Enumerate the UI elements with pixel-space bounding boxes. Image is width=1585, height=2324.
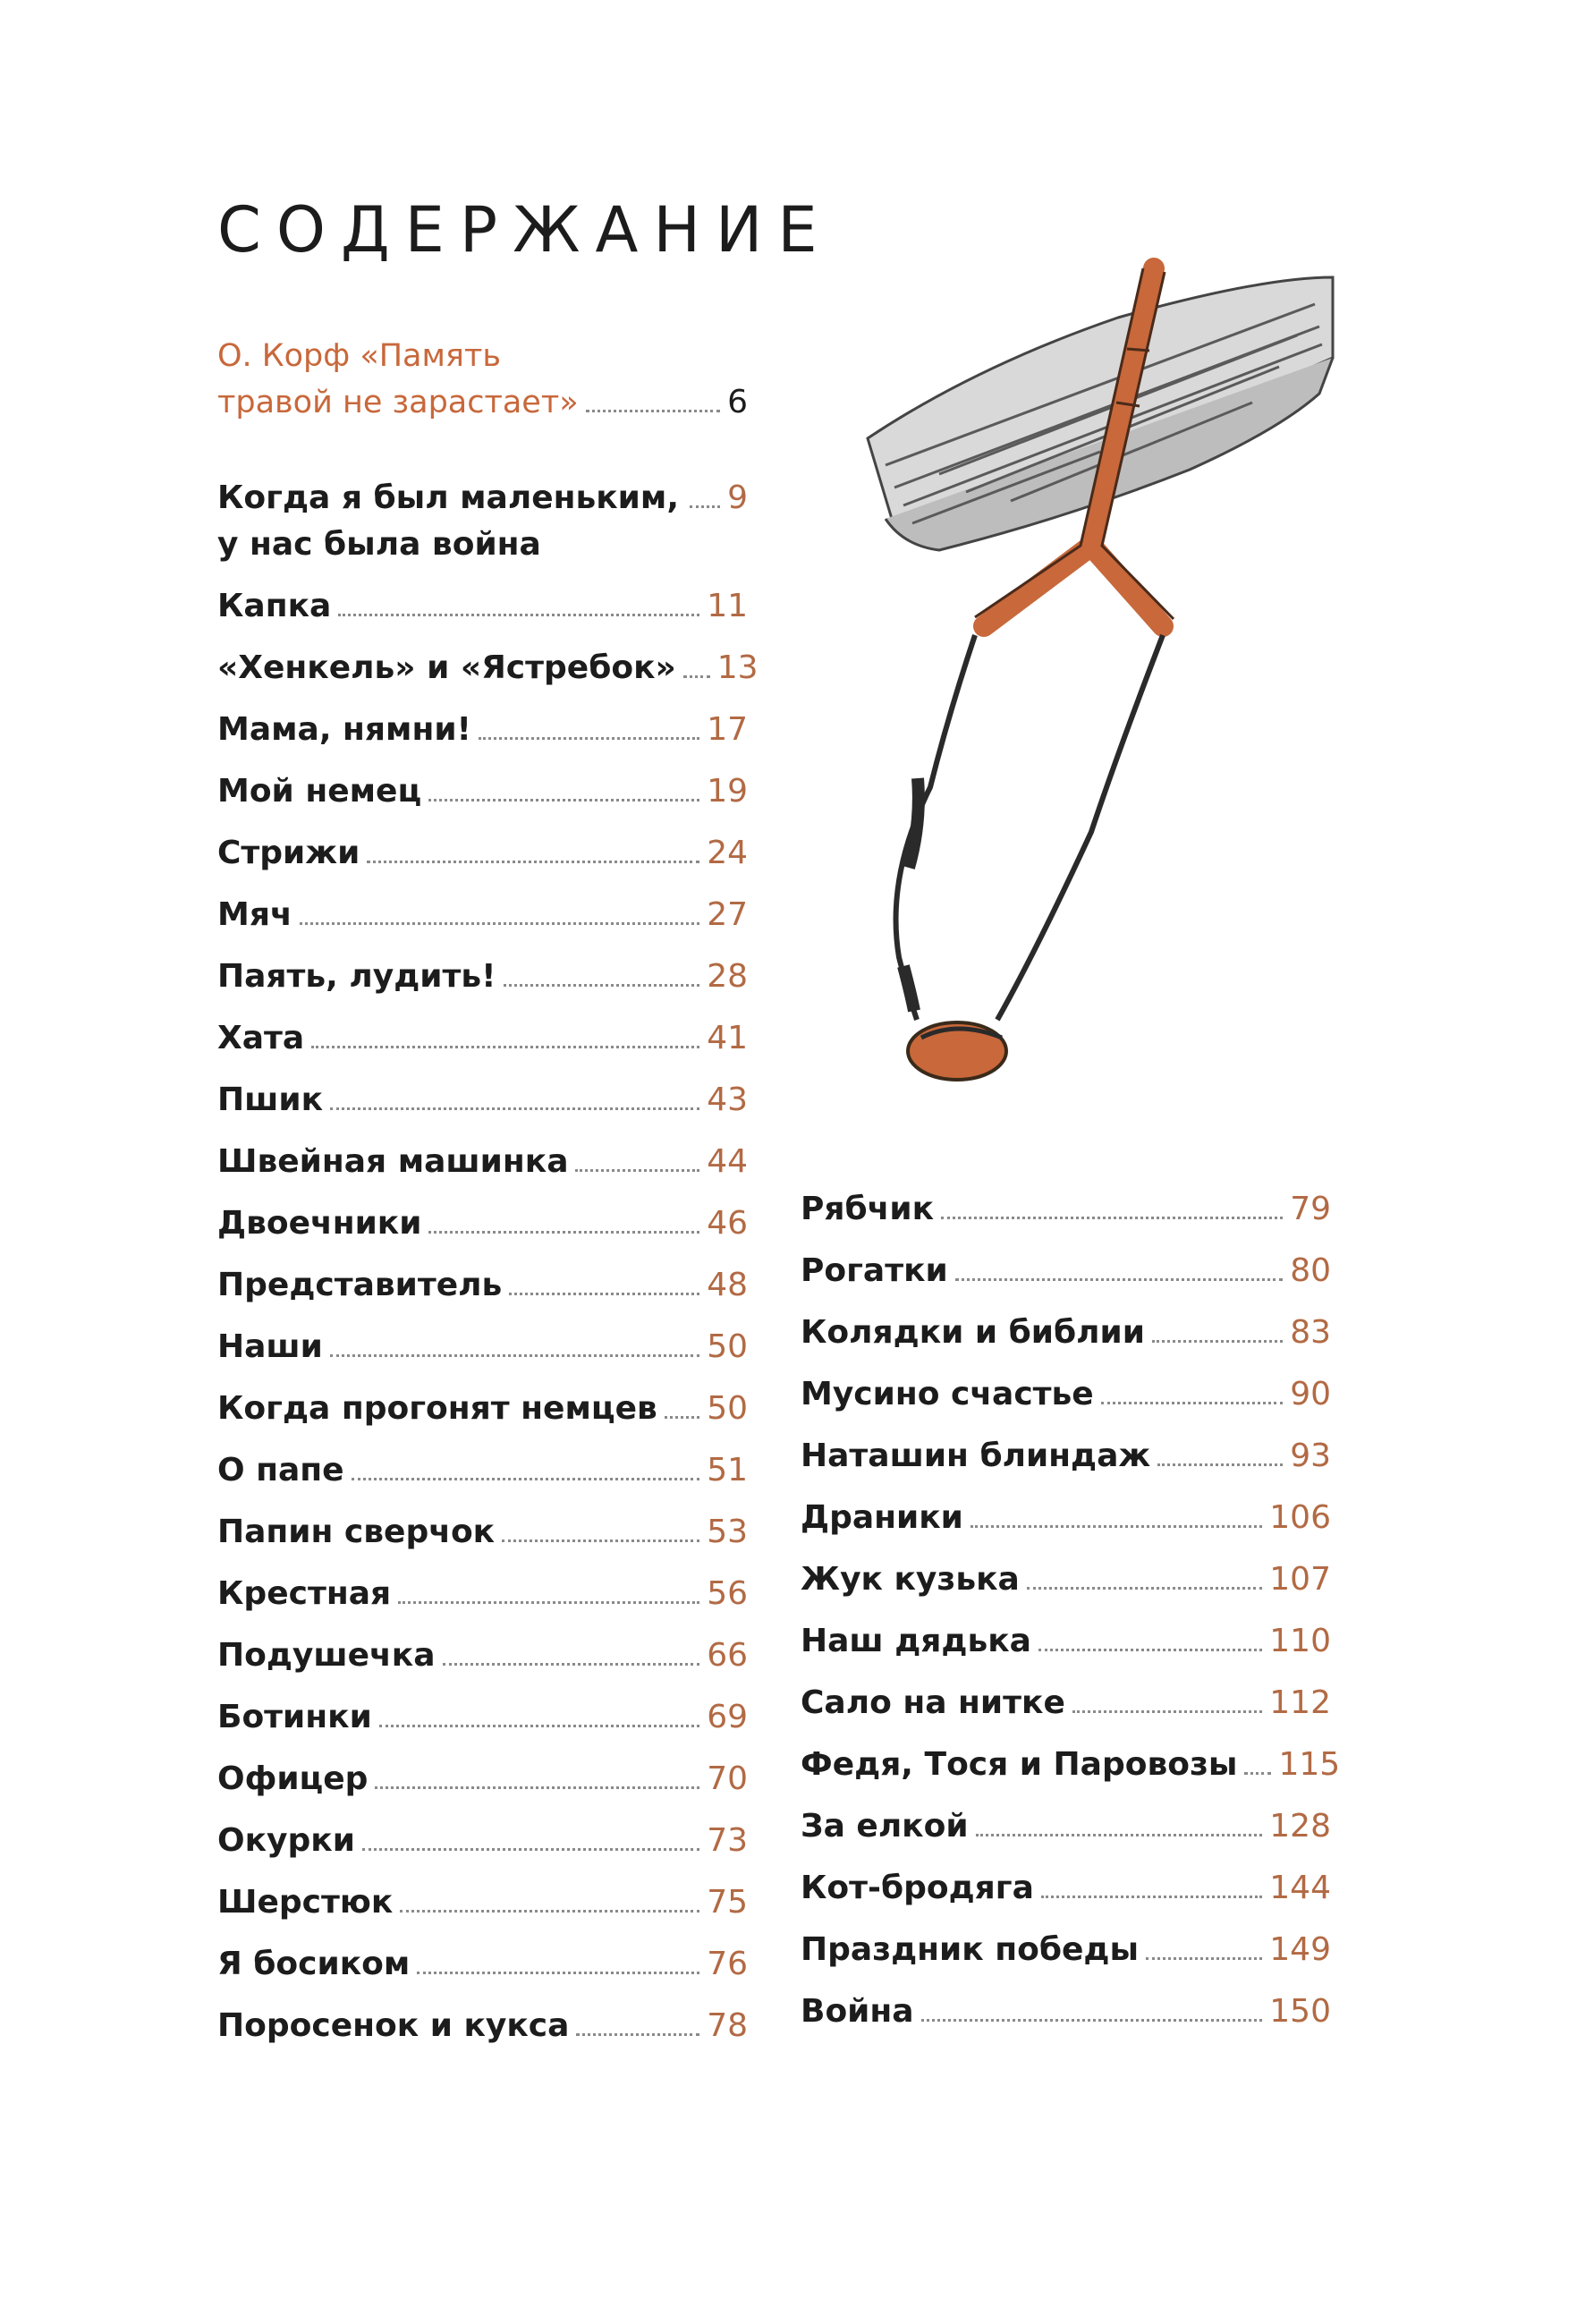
toc-entry-page: 70 xyxy=(707,1760,748,1797)
toc-entry-page: 27 xyxy=(707,896,748,933)
toc-entry[interactable] xyxy=(217,1571,748,1633)
toc-entry-page: 90 xyxy=(1290,1376,1331,1412)
toc-entry-page: 51 xyxy=(707,1452,748,1489)
toc-entry-page: 9 xyxy=(727,479,748,516)
toc-entry-title: Хата xyxy=(217,1020,305,1056)
toc-entry-page: 115 xyxy=(1278,1746,1341,1783)
leader-dots xyxy=(443,1663,700,1666)
toc-entry[interactable] xyxy=(801,1556,1331,1618)
toc-entry-title: О папе xyxy=(217,1452,344,1489)
leader-dots xyxy=(575,1169,699,1172)
leader-dots xyxy=(400,1910,699,1913)
leader-dots xyxy=(976,1834,1263,1836)
toc-entry[interactable] xyxy=(217,1756,748,1818)
leader-dots xyxy=(338,614,699,616)
toc-entry[interactable] xyxy=(217,1879,748,1941)
toc-entry[interactable] xyxy=(217,2003,748,2065)
intro-last-line xyxy=(217,379,748,426)
toc-entry-page: 107 xyxy=(1269,1561,1331,1598)
toc-entry-title: Папин сверчок xyxy=(217,1514,496,1550)
toc-entry[interactable] xyxy=(217,830,748,892)
toc-entry-title: Ботинки xyxy=(217,1699,372,1735)
toc-entry-page: 149 xyxy=(1269,1931,1331,1968)
toc-entry-page: 79 xyxy=(1290,1191,1331,1227)
toc-entry[interactable] xyxy=(217,954,748,1015)
toc-entry-title: Мяч xyxy=(217,896,292,933)
toc-entry-title: Швейная машинка xyxy=(217,1143,569,1180)
toc-entry-title: Поросенок и кукса xyxy=(217,2007,570,2044)
toc-entry-title: Окурки xyxy=(217,1822,355,1859)
leader-dots xyxy=(1101,1402,1283,1404)
leader-dots xyxy=(1038,1649,1262,1651)
toc-entry[interactable] xyxy=(801,1803,1331,1865)
toc-entry[interactable] xyxy=(801,1248,1331,1310)
leader-dots xyxy=(1146,1957,1262,1960)
toc-entry[interactable] xyxy=(801,1742,1341,1803)
toc-entry[interactable] xyxy=(217,1633,748,1694)
toc-entry-title: Мусино счастье xyxy=(801,1376,1094,1412)
leader-dots xyxy=(509,1293,699,1295)
toc-entry-page: 17 xyxy=(707,711,748,748)
leader-dots xyxy=(311,1046,699,1048)
toc-entry-title: Капка xyxy=(217,588,332,624)
toc-entry-page: 56 xyxy=(707,1575,748,1612)
toc-entry-title: Крестная xyxy=(217,1575,392,1612)
toc-entry-title: Рябчик xyxy=(801,1191,935,1227)
toc-right-column xyxy=(801,1186,1341,2050)
toc-entry[interactable] xyxy=(217,1694,748,1756)
toc-entry-page: 93 xyxy=(1290,1438,1331,1474)
leader-dots xyxy=(502,1539,699,1542)
leader-dots xyxy=(428,1231,699,1234)
toc-entry-page: 46 xyxy=(707,1205,748,1242)
leader-dots xyxy=(417,1972,699,1974)
toc-entry-title: Наш дядька xyxy=(801,1623,1031,1659)
toc-entry[interactable] xyxy=(217,583,748,645)
toc-entry-page: 13 xyxy=(716,649,759,686)
toc-entry[interactable] xyxy=(217,1200,748,1262)
toc-entry-page: 69 xyxy=(707,1699,748,1735)
toc-entry-page: 44 xyxy=(707,1143,748,1180)
toc-entry[interactable] xyxy=(217,1818,748,1879)
toc-entry-title: Стрижи xyxy=(217,835,360,871)
toc-entry[interactable] xyxy=(217,768,748,830)
sling-pouch xyxy=(908,1022,1006,1080)
leader-dots xyxy=(330,1107,699,1110)
toc-entry-title: Сало на нитке xyxy=(801,1684,1065,1721)
toc-entry[interactable] xyxy=(217,1139,748,1200)
toc-entry-title: Война xyxy=(801,1993,914,2030)
toc-entry-page: 19 xyxy=(707,773,748,810)
toc-entry[interactable] xyxy=(217,707,748,768)
toc-entry[interactable] xyxy=(801,1495,1331,1556)
leader-dots xyxy=(375,1786,699,1789)
toc-entry[interactable] xyxy=(217,1386,748,1447)
toc-entry-title: Наши xyxy=(217,1328,323,1365)
leader-dots xyxy=(970,1525,1262,1528)
toc-entry-page: 50 xyxy=(707,1390,748,1427)
toc-entry-title: Паять, лудить! xyxy=(217,958,496,995)
leader-dots xyxy=(921,2019,1263,2022)
toc-entry-title: Офицер xyxy=(217,1760,369,1797)
toc-entry-page: 75 xyxy=(707,1884,748,1921)
leader-dots xyxy=(1072,1710,1262,1713)
toc-entry-title: Когда прогонят немцев xyxy=(217,1390,657,1427)
toc-entry-page: 76 xyxy=(707,1946,748,1982)
toc-entry-page: 110 xyxy=(1269,1623,1331,1659)
toc-entry[interactable] xyxy=(801,1989,1331,2050)
leader-dots xyxy=(352,1478,700,1480)
intro-entry[interactable] xyxy=(217,333,748,426)
intro-page-number: 6 xyxy=(727,384,748,420)
toc-entry-page: 28 xyxy=(707,958,748,995)
toc-entry[interactable] xyxy=(801,1927,1331,1989)
slingshot-drawing-icon xyxy=(832,250,1386,1172)
toc-entry-title: Жук кузька xyxy=(801,1561,1020,1598)
toc-entry[interactable] xyxy=(217,1941,748,2003)
toc-entry-title: Рогатки xyxy=(801,1252,948,1289)
toc-entry[interactable] xyxy=(801,1433,1331,1495)
toc-entry-title: Мама, нямни! xyxy=(217,711,471,748)
toc-entry-title: Я босиком xyxy=(217,1946,411,1982)
leader-dots xyxy=(479,737,699,740)
toc-entry-page: 112 xyxy=(1269,1684,1331,1721)
toc-entry-title-line-2: у нас была война xyxy=(217,526,541,563)
toc-entry-title: Кот-бродяга xyxy=(801,1870,1034,1906)
toc-entry[interactable] xyxy=(801,1310,1331,1371)
toc-entry[interactable] xyxy=(217,1447,748,1509)
toc-entry-title: Шерстюк xyxy=(217,1884,394,1921)
leader-dots xyxy=(1152,1340,1283,1343)
leader-dots xyxy=(665,1416,699,1419)
toc-entry-title: Пшик xyxy=(217,1081,324,1118)
toc-entry-page: 41 xyxy=(707,1020,748,1056)
toc-entry-title: Праздник победы xyxy=(801,1931,1140,1968)
toc-entry-title xyxy=(217,475,682,568)
leader-dots xyxy=(576,2033,699,2036)
toc-entry-page: 43 xyxy=(707,1081,748,1118)
toc-entry-title: Двоечники xyxy=(217,1205,422,1242)
toc-entry-page: 128 xyxy=(1269,1808,1331,1845)
toc-entry[interactable] xyxy=(217,475,748,583)
leader-dots xyxy=(586,410,720,412)
toc-entry-title: Драники xyxy=(801,1499,963,1536)
toc-entry[interactable] xyxy=(801,1680,1331,1742)
toc-entry[interactable] xyxy=(217,1262,748,1324)
intro-title-line-1: О. Корф «Память xyxy=(217,338,501,374)
leader-dots xyxy=(367,861,699,863)
leader-dots xyxy=(690,505,720,508)
toc-entry-page: 50 xyxy=(707,1328,748,1365)
toc-entry-title: Представитель xyxy=(217,1267,503,1303)
toc-entry-title-line-1: Когда я был маленьким, xyxy=(217,479,680,516)
leader-dots xyxy=(1041,1896,1262,1898)
toc-entry[interactable] xyxy=(217,1077,748,1139)
toc-entry-title: Подушечка xyxy=(217,1637,436,1674)
toc-entry[interactable] xyxy=(801,1865,1331,1927)
toc-entry-page: 83 xyxy=(1290,1314,1331,1351)
sling-bands xyxy=(896,635,1163,1020)
leader-dots xyxy=(1244,1772,1271,1775)
page-title: СОДЕРЖАНИЕ xyxy=(217,193,833,267)
toc-entry-page: 53 xyxy=(707,1514,748,1550)
toc-entry-page: 11 xyxy=(707,588,748,624)
toc-entry-title: «Хенкель» и «Ястребок» xyxy=(217,649,676,686)
leader-dots xyxy=(1157,1463,1283,1466)
toc-entry[interactable] xyxy=(217,1324,748,1386)
toc-entry[interactable] xyxy=(801,1371,1331,1433)
leader-dots xyxy=(504,984,700,987)
toc-entry[interactable] xyxy=(801,1618,1331,1680)
toc-entry-page: 24 xyxy=(707,835,748,871)
leader-dots xyxy=(683,675,710,678)
toc-entry[interactable] xyxy=(801,1186,1331,1248)
toc-entry-page: 106 xyxy=(1269,1499,1331,1536)
toc-entry-title: Наташин блиндаж xyxy=(801,1438,1151,1474)
toc-entry-page: 48 xyxy=(707,1267,748,1303)
leader-dots xyxy=(941,1217,1283,1219)
toc-left-column xyxy=(217,475,759,2065)
toc-entry-page: 66 xyxy=(707,1637,748,1674)
leader-dots xyxy=(1027,1587,1262,1590)
leader-dots xyxy=(330,1354,699,1357)
toc-entry-page: 73 xyxy=(707,1822,748,1859)
toc-entry-page: 150 xyxy=(1269,1993,1331,2030)
leader-dots xyxy=(428,799,699,802)
toc-entry-page: 80 xyxy=(1290,1252,1331,1289)
toc-entry-title: Колядки и библии xyxy=(801,1314,1145,1351)
toc-entry-title: За елкой xyxy=(801,1808,969,1845)
leader-dots xyxy=(398,1601,699,1604)
leader-dots xyxy=(300,922,700,925)
toc-entry[interactable] xyxy=(217,1015,748,1077)
toc-entry-page: 144 xyxy=(1269,1870,1331,1906)
toc-entry-title: Мой немец xyxy=(217,773,422,810)
leader-dots xyxy=(379,1725,699,1727)
leader-dots xyxy=(955,1278,1283,1281)
toc-entry[interactable] xyxy=(217,645,759,707)
toc-entry-page: 78 xyxy=(707,2007,748,2044)
toc-entry[interactable] xyxy=(217,1509,748,1571)
intro-title-line-2: травой не зарастает» xyxy=(217,385,579,420)
toc-entry-title: Федя, Тося и Паровозы xyxy=(801,1746,1238,1783)
toc-entry[interactable] xyxy=(217,892,748,954)
leader-dots xyxy=(362,1848,699,1851)
